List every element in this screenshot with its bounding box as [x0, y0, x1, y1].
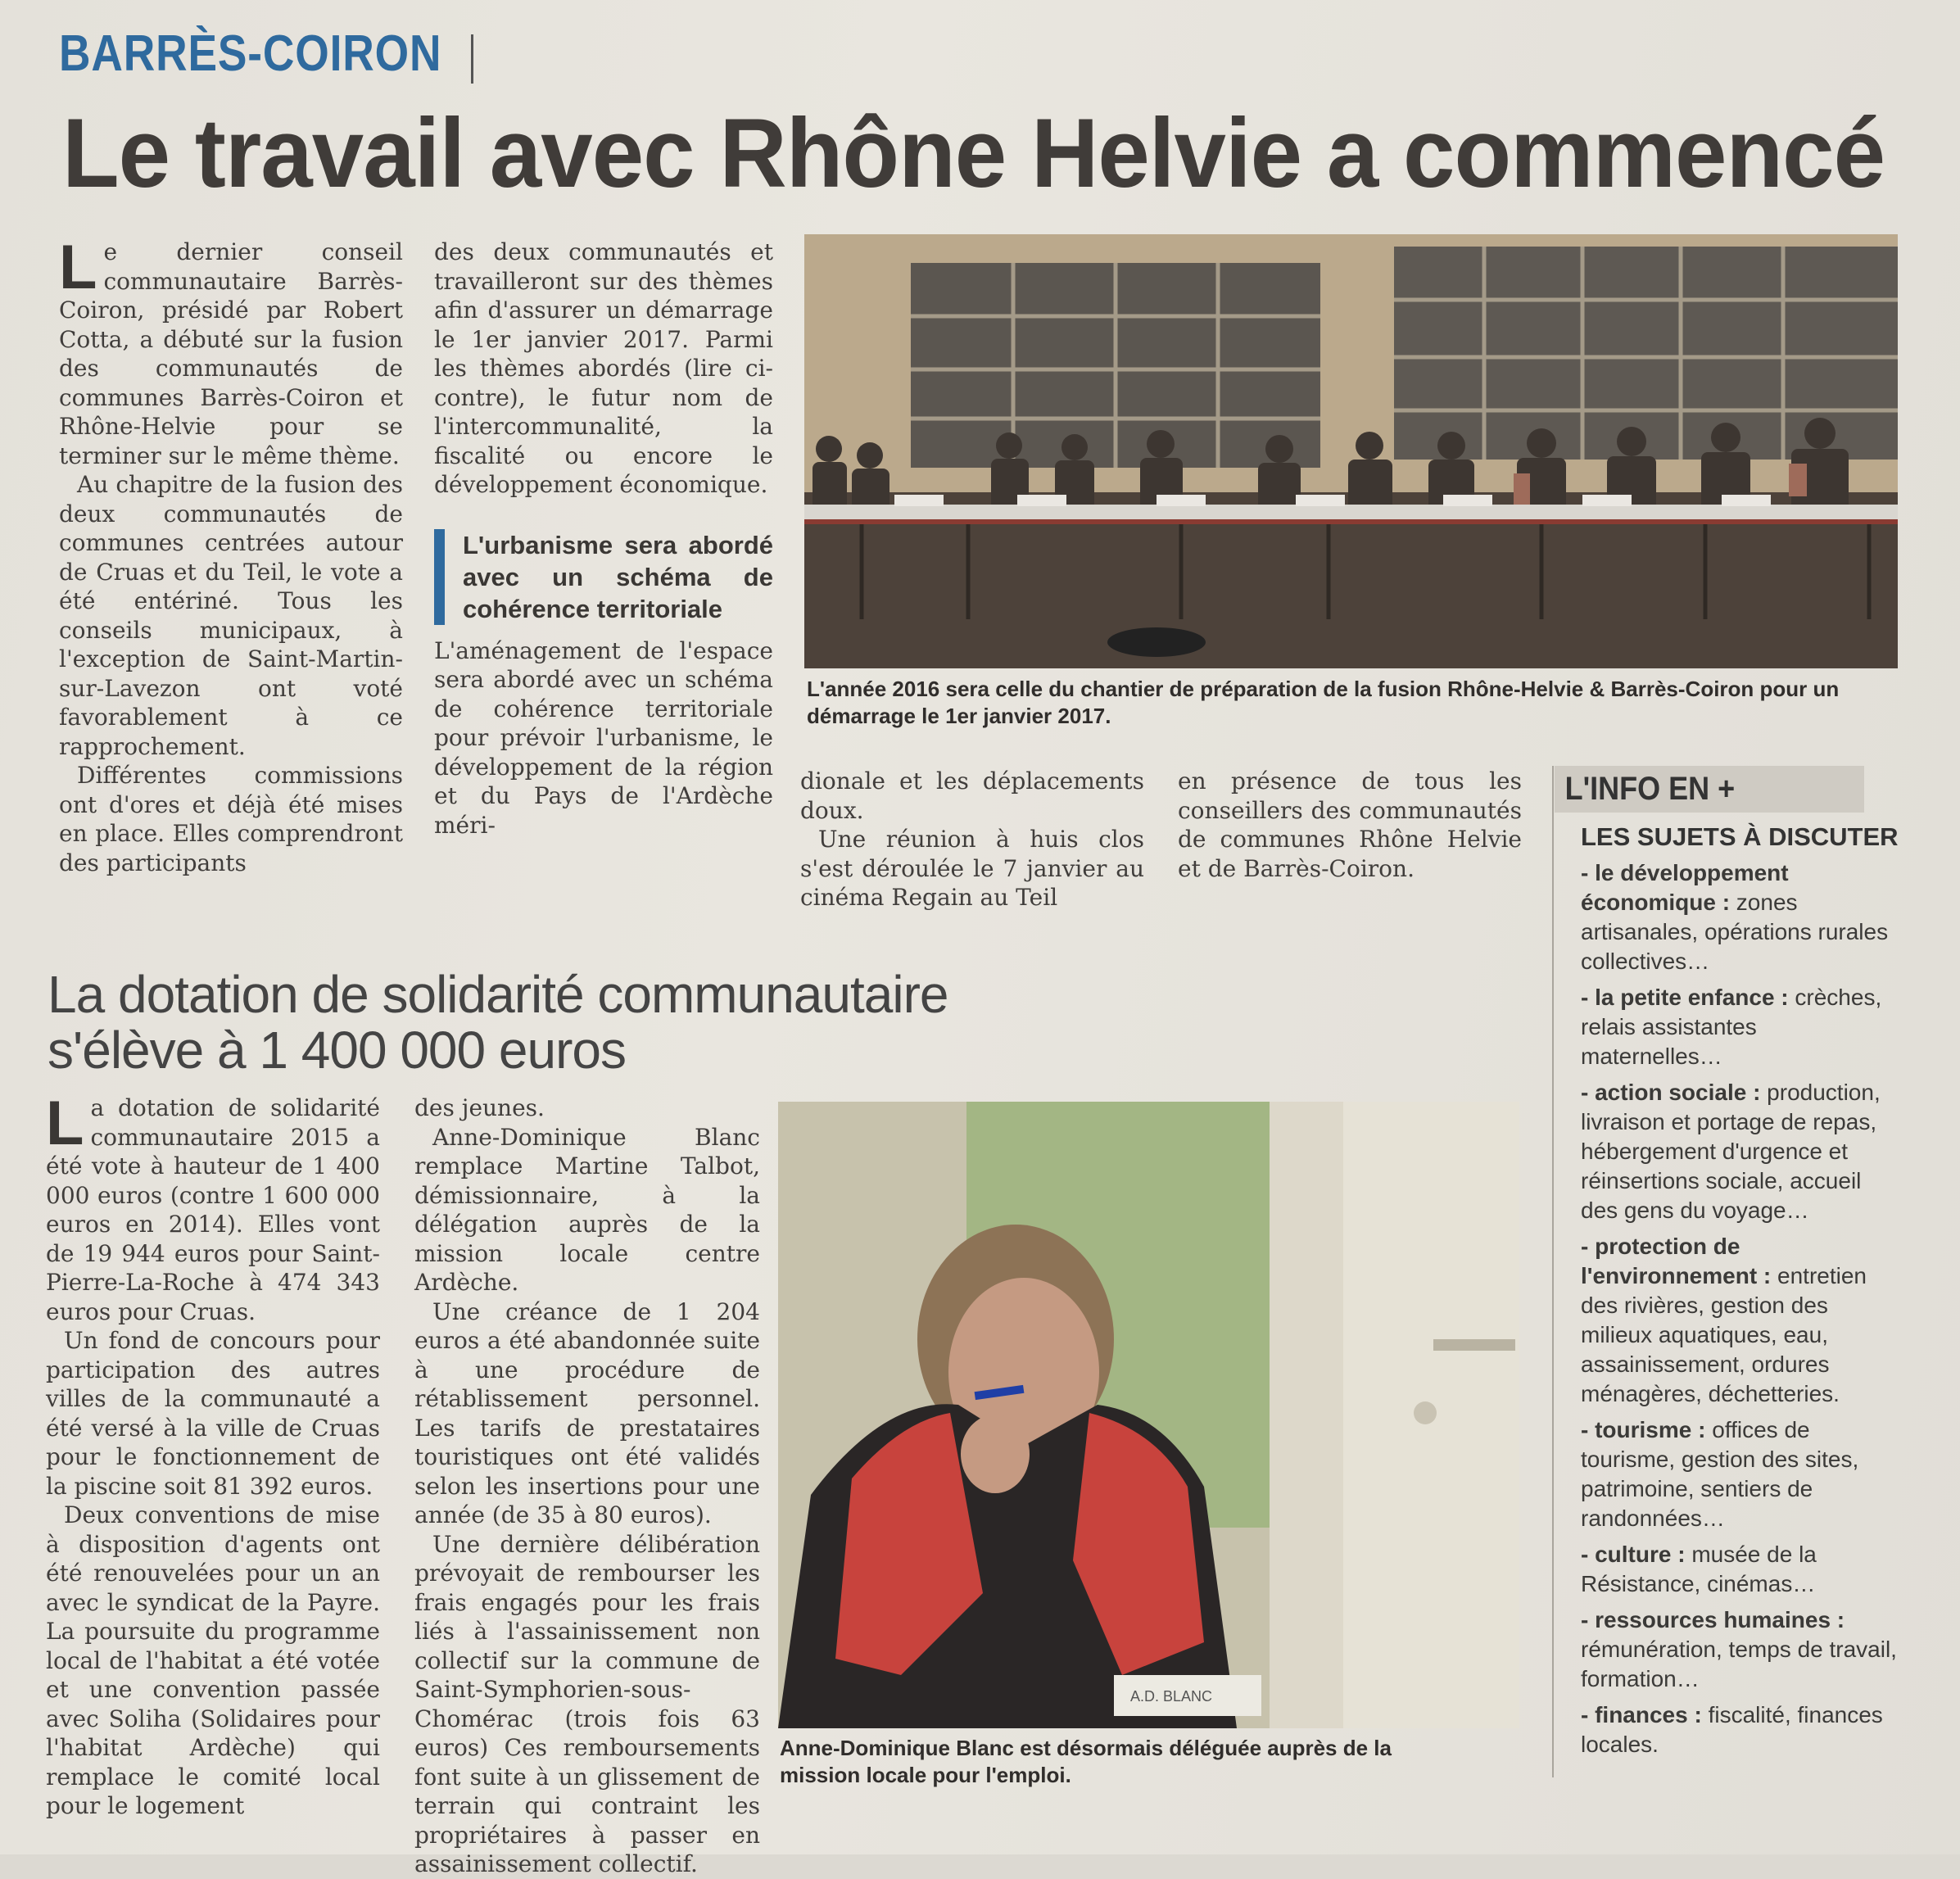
sidebar-title: L'INFO EN + — [1555, 766, 1864, 813]
portrait-photo — [778, 1102, 1519, 1728]
article1-subhead: L'urbanisme sera abordé avec un schéma de cohérence territoriale — [434, 529, 773, 625]
council-meeting-photo — [804, 234, 1898, 668]
sidebar-item: - finances : fiscalité, finances locales. — [1581, 1702, 1883, 1757]
article2-para: Anne-Dominique Blanc remplace Martine Talbot, démissionnaire, à la délégation auprès de la mission locale centre Ardèche. — [414, 1123, 760, 1296]
dropcap: L — [59, 233, 97, 302]
article1-col2 — [434, 238, 773, 840]
sidebar-item: - ressources humaines : rémunération, temps de travail, formation… — [1581, 1607, 1897, 1691]
article1-para: Le dernier conseil communautaire Barrès-Coiron, présidé par Robert Cotta, a débuté sur la fusion des communautés de communes Barrès-Coiron et Rhône-Helvie pour se terminer sur le même thème. — [59, 233, 403, 469]
sidebar-item: - la petite enfance : crèches, relais assistantes maternelles… — [1581, 985, 1882, 1069]
council-meeting-illustration — [804, 234, 1898, 668]
article2-title: La dotation de solidarité communautaire s'élève à 1 400 000 euros — [48, 965, 948, 1080]
dropcap: L — [46, 1089, 84, 1158]
article1-col4 — [1178, 767, 1522, 883]
article1-para: Une réunion à huis clos s'est déroulée le 7 janvier au cinéma Regain au Teil — [800, 826, 1144, 911]
article2-para: Un fond de concours pour participation des autres villes de la communauté a été versé à la ville de Cruas pour le fonctionnement de la piscine soit 81 392 euros. — [46, 1327, 380, 1500]
article1-para: L'aménagement de l'espace sera abordé avec un schéma de cohérence territoriale pour prévoir l'urbanisme, le développement de la région et du Pays de l'Ardèche méri- — [434, 636, 773, 839]
article2-para: Une créance de 1 204 euros a été abandonnée suite à une procédure de rétablissement personnel. Les tarifs de prestataires touristiques ont été validés selon les insertions pour une année (de 35 à 80 euros). — [414, 1297, 760, 1528]
sidebar-subtitle: LES SUJETS À DISCUTER — [1581, 822, 1899, 851]
article1-para: Différentes commissions ont d'ores et déjà été mises en place. Elles comprendront des participants — [59, 762, 403, 876]
headline: Le travail avec Rhône Helvie a commencé — [62, 98, 1885, 208]
article2-para: La dotation de solidarité communautaire 2015 a été vote à hauteur de 1 400 000 euros (contre 1 600 000 euros en 2014). Elles vont de 19 944 euros pour Saint-Pierre-La-Roche à 474 343 euros pour Cruas. — [46, 1089, 380, 1325]
sidebar-item: - le développement économique : zones artisanales, opérations rurales collectives… — [1581, 860, 1889, 974]
article1-para: en présence de tous les conseillers des communautés de communes Rhône Helvie et de Barrès-Coiron. — [1178, 767, 1522, 882]
rubric-divider — [471, 34, 473, 84]
sidebar-item: - protection de l'environnement : entretien des rivières, gestion des milieux aquatiques, eau, assainissement, ordures ménagères, déchetteries. — [1581, 1234, 1867, 1406]
sidebar-item: - culture : musée de la Résistance, cinémas… — [1581, 1542, 1817, 1596]
article2-para: Deux conventions de mise à disposition d'agents ont été renouvelées pour un an avec le syndicat de la Payre. La poursuite du programme local de l'habitat a été votée et une convention passée avec Soliha (Solidaires pour l'habitat Ardèche) qui remplace le comité local pour le logement — [46, 1501, 380, 1819]
article2-para: Une dernière délibération prévoyait de rembourser les frais engagés pour les frais liés à l'assainissement non collectif sur la commune de Saint-Symphorien-sous-Chomérac (trois fois 63 euros) Ces remboursements font suite à un glissement de terrain qui contraint les propriétaires à passer en assainissement collectif. — [414, 1530, 760, 1877]
article2-col1 — [46, 1089, 380, 1821]
article1-para: des deux communautés et travailleront sur des thèmes afin d'assurer un démarrage le 1er janvier 2017. Parmi les thèmes abordés (lire ci-contre), le futur nom de l'intercommunalité, la fiscalité ou encore le développement économique. — [434, 238, 773, 498]
portrait-illustration — [778, 1102, 1519, 1728]
photo1-caption: L'année 2016 sera celle du chantier de préparation de la fusion Rhône-Helvie & Barrès-Coiron pour un démarrage le 1er janvier 2017. — [807, 677, 1840, 728]
sidebar-item: - action sociale : production, livraison et portage de repas, hébergement d'urgence et réinsertions sociale, accueil des gens du voyage… — [1581, 1080, 1881, 1223]
article2-para: des jeunes. — [414, 1094, 545, 1121]
sidebar-rule — [1552, 766, 1554, 1777]
section-rubric: BARRÈS-COIRON — [59, 25, 442, 82]
article2-col2 — [414, 1093, 760, 1879]
article1-para: Au chapitre de la fusion des deux communautés de communes centrées autour de Cruas et du Teil, le vote a été entériné. Tous les conseils municipaux, à l'exception de Saint-Martin-sur-Lavezon ont voté favorablement à ce rapprochement. — [59, 471, 403, 760]
sidebar-item: - tourisme : offices de tourisme, gestion des sites, patrimoine, sentiers de randonnées… — [1581, 1417, 1859, 1531]
article1-para: dionale et les déplacements doux. — [800, 767, 1144, 824]
info-sidebar — [1555, 766, 1899, 1766]
article1-col1 — [59, 233, 403, 877]
nameplate-text: A.D. BLANC — [1130, 1688, 1213, 1705]
article1-col3 — [800, 767, 1144, 912]
photo2-caption: Anne-Dominique Blanc est désormais déléguée auprès de la mission locale pour l'emploi. — [780, 1736, 1392, 1787]
